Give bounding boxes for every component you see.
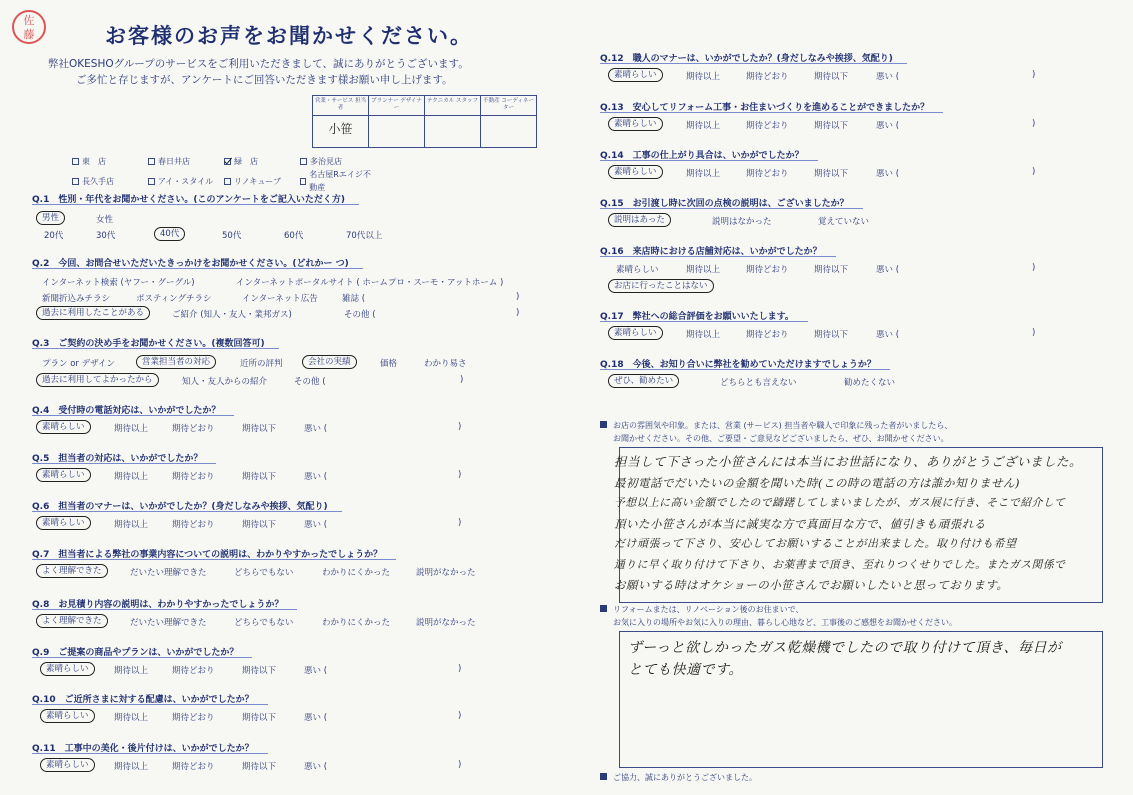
- question-18: [600, 357, 1120, 390]
- comment2-handwriting: [628, 637, 1098, 681]
- option[interactable]: 悪い (: [304, 472, 328, 482]
- paren-close: ): [1032, 70, 1036, 80]
- staff-header-realestate: 不動産 コーディネーター: [481, 96, 537, 116]
- option[interactable]: 悪い (: [876, 265, 900, 275]
- option[interactable]: 期待どおり: [746, 169, 789, 179]
- question-4: [32, 403, 562, 436]
- option[interactable]: 期待以下: [814, 72, 849, 82]
- prompt-line: お店の雰囲気や印象。または、営業 (サービス) 担当者や職人で印象に残った者がいましたら、: [613, 421, 953, 430]
- option[interactable]: プラン or デザイン: [42, 359, 116, 369]
- option[interactable]: だいたい理解できた: [130, 568, 207, 578]
- option[interactable]: 期待以上: [686, 330, 721, 340]
- question-title: Q.15 お引渡し時に次回の点検の説明は、ございましたか？: [600, 196, 863, 209]
- paren-close: ): [516, 308, 520, 318]
- option[interactable]: 期待以下: [242, 713, 277, 723]
- staff-value-realestate[interactable]: [481, 116, 537, 148]
- option-age[interactable]: 20代: [44, 231, 64, 241]
- option-selected[interactable]: 素晴らしい: [36, 516, 91, 530]
- question-9: [32, 645, 562, 678]
- handwriting-line: 担当して下さった小笹さんには本当にお世話になり、ありがとうございました。: [614, 454, 1083, 469]
- option-selected[interactable]: 会社の実績: [302, 355, 357, 369]
- name-seal-stamp: 佐 藤: [12, 10, 46, 44]
- checkbox[interactable]: [300, 178, 306, 185]
- option-selected[interactable]: 素晴らしい: [36, 468, 91, 482]
- question-title: Q.9 ご提案の商品やプランは、いかがでしたか？: [32, 645, 252, 658]
- question-title: Q.18 今後、お知り合いに弊社を勧めていただけますでしょうか？: [600, 357, 890, 370]
- handwriting-line: だけ頑張って下さり、安心してお願いすることが出来ました。取り付けも希望: [614, 537, 1017, 550]
- store-option[interactable]: [72, 155, 148, 168]
- paren-close: ): [460, 375, 464, 385]
- option-age[interactable]: 60代: [284, 231, 304, 241]
- paren-close: ): [1032, 263, 1036, 273]
- option-male[interactable]: 男性: [36, 211, 65, 225]
- option[interactable]: 説明がなかった: [416, 618, 476, 628]
- option[interactable]: 悪い (: [304, 424, 328, 434]
- question-title: Q.17 弊社への総合評価をお願いいたします。: [600, 309, 808, 322]
- paren-close: ): [458, 470, 462, 480]
- option[interactable]: 期待以上: [686, 121, 721, 131]
- closing-text: ご協力、誠にありがとうございました。: [613, 773, 757, 782]
- page-title: お客様のお声をお聞かせください。: [105, 24, 473, 48]
- store-option[interactable]: [224, 155, 300, 168]
- option-selected[interactable]: よく理解できた: [36, 564, 108, 578]
- option-age[interactable]: 70代以上: [346, 231, 383, 241]
- option-selected[interactable]: 素晴らしい: [608, 326, 663, 340]
- option-selected[interactable]: ぜひ、勧めたい: [608, 374, 679, 388]
- question-title: Q.8 お見積り内容の説明は、わかりやすかったでしょうか？: [32, 597, 297, 610]
- option-female[interactable]: 女性: [96, 215, 114, 225]
- handwriting-line: お願いする時はオケショーの小笹さんでお願いしたいと思っております。: [614, 578, 1009, 592]
- option[interactable]: 期待どおり: [172, 520, 215, 530]
- question-title: Q.3 ご契約の決め手をお聞かせください。(複数回答可): [32, 336, 279, 349]
- option-selected[interactable]: よく理解できた: [36, 614, 108, 628]
- option[interactable]: 悪い (: [876, 72, 900, 82]
- option[interactable]: 期待以上: [114, 472, 149, 482]
- question-11: [32, 741, 562, 774]
- option[interactable]: ポスティングチラシ: [136, 294, 212, 304]
- option[interactable]: 期待どおり: [172, 666, 215, 676]
- store-label: 緑 店: [234, 157, 258, 166]
- staff-sales-name: 小笹: [328, 122, 353, 136]
- store-label: アイ・スタイル: [158, 176, 214, 186]
- intro-line-2: ご多忙と存じますが、アンケートにご回答いただきます様お願い申し上げます。: [76, 74, 453, 86]
- question-title: Q.2 今回、お問合せいただいたきっかけをお聞かせください。(どれかー つ): [32, 256, 363, 269]
- option[interactable]: 悪い (: [304, 762, 328, 772]
- option[interactable]: 説明がなかった: [416, 568, 476, 578]
- option-selected[interactable]: 素晴らしい: [40, 709, 95, 723]
- prompt-line: お聞かせください。その他、ご要望・ご意見などございましたら、ぜひ、お聞かせください。: [613, 434, 949, 443]
- store-label: 名古屋Rエイジ不動産: [309, 170, 371, 192]
- checkbox[interactable]: [148, 178, 155, 185]
- handwriting-line: ずーっと欲しかったガス乾燥機でしたので取り付けて頂き、毎日が: [628, 640, 1062, 656]
- option[interactable]: 期待以下: [242, 666, 277, 676]
- option[interactable]: 勧めたくない: [844, 378, 896, 388]
- question-title: Q.14 工事の仕上がり具合は、いかがでしたか？: [600, 148, 818, 161]
- bullet-square-icon: [600, 421, 607, 428]
- option-selected[interactable]: 過去に利用してよかったから: [36, 373, 159, 387]
- handwriting-line: 予想以上に高い金額でしたので躊躇してしまいましたが、ガス展に行き、そこで紹介して: [614, 496, 1066, 509]
- paren-close: ): [458, 664, 462, 674]
- store-option[interactable]: [224, 168, 300, 194]
- question-6: [32, 499, 562, 532]
- store-label: 多治見店: [310, 157, 342, 166]
- option-selected[interactable]: 過去に利用したことがある: [36, 306, 150, 320]
- option[interactable]: 知人・友人からの紹介: [182, 377, 268, 387]
- option[interactable]: 期待以下: [242, 762, 277, 772]
- option[interactable]: その他 (: [294, 377, 326, 387]
- option[interactable]: 期待どおり: [746, 72, 789, 82]
- option[interactable]: 期待どおり: [746, 330, 789, 340]
- paren-close: ): [1032, 167, 1036, 177]
- option-selected[interactable]: 素晴らしい: [608, 117, 663, 131]
- option[interactable]: 期待以下: [814, 330, 849, 340]
- option[interactable]: 期待以下: [242, 424, 277, 434]
- paren-close: ): [1032, 119, 1036, 129]
- staff-header-sales: 営業・サービス 担当者: [313, 96, 369, 116]
- option[interactable]: 期待どおり: [172, 713, 215, 723]
- option[interactable]: わかりにくかった: [322, 568, 391, 578]
- option[interactable]: 悪い (: [304, 666, 328, 676]
- question-title: Q.10 ご近所さまに対する配慮は、いかがでしたか？: [32, 692, 268, 705]
- option[interactable]: その他 (: [344, 310, 376, 320]
- staff-value-technical[interactable]: [425, 116, 481, 148]
- question-title: Q.12 職人のマナーは、いかがでしたか？(身だしなみや挨拶、気配り): [600, 51, 907, 64]
- bullet-square-icon: [600, 605, 607, 612]
- staff-value-planner[interactable]: [369, 116, 425, 148]
- option[interactable]: 期待どおり: [746, 121, 789, 131]
- option[interactable]: インターネットポータルサイト ( ホームプロ・スーモ・アットホーム ): [236, 278, 504, 288]
- question-10: [32, 692, 562, 725]
- option[interactable]: 期待以上: [114, 713, 149, 723]
- option-age-selected[interactable]: 40代: [154, 227, 185, 241]
- question-2: [32, 256, 562, 322]
- question-14: [600, 148, 1120, 181]
- option[interactable]: 期待どおり: [746, 265, 789, 275]
- question-title: Q.5 担当者の対応は、いかがでしたか？: [32, 451, 216, 464]
- question-13: [600, 100, 1120, 133]
- option[interactable]: 期待以下: [814, 265, 849, 275]
- paren-close: ): [458, 760, 462, 770]
- option[interactable]: 期待どおり: [172, 424, 215, 434]
- option[interactable]: インターネット検索 (ヤフー・グーグル): [42, 278, 195, 288]
- paren-close: ): [458, 422, 462, 432]
- store-option[interactable]: [148, 168, 224, 194]
- option[interactable]: 期待どおり: [172, 472, 215, 482]
- question-5: [32, 451, 562, 484]
- option-selected[interactable]: 素晴らしい: [36, 420, 91, 434]
- option-selected[interactable]: お店に行ったことはない: [608, 279, 714, 293]
- store-option[interactable]: [300, 168, 376, 194]
- option[interactable]: 期待以上: [114, 762, 149, 772]
- option[interactable]: 期待以下: [242, 472, 277, 482]
- option[interactable]: 期待以下: [814, 121, 849, 131]
- comment1-handwriting: [614, 452, 1124, 596]
- question-7: [32, 547, 562, 580]
- question-title: Q.13 安心してリフォーム工事・お住まいづくりを進めることができましたか？: [600, 100, 943, 113]
- option[interactable]: 悪い (: [304, 713, 328, 723]
- store-checklist: [72, 155, 376, 194]
- store-option[interactable]: [72, 168, 148, 194]
- store-label: 長久手店: [82, 176, 114, 186]
- store-label: リノキューブ: [234, 176, 281, 186]
- option[interactable]: 期待以下: [242, 520, 277, 530]
- option-selected[interactable]: 素晴らしい: [40, 662, 95, 676]
- option[interactable]: どちらとも言えない: [720, 378, 797, 388]
- option[interactable]: 期待以上: [114, 424, 149, 434]
- option[interactable]: 期待以上: [686, 169, 721, 179]
- comment1-prompt: [600, 419, 952, 445]
- option[interactable]: わかりにくかった: [322, 618, 391, 628]
- question-title: Q.7 担当者による弊社の事業内容についての説明は、わかりやすかったでしょうか？: [32, 547, 396, 560]
- option[interactable]: わかり易さ: [424, 359, 467, 369]
- question-12: [600, 51, 1120, 84]
- option[interactable]: どちらでもない: [234, 618, 294, 628]
- checkbox[interactable]: [72, 178, 79, 185]
- staff-header-technical: テクニカル スタッフ: [425, 96, 481, 116]
- prompt-line: リフォームまたは、リノベーション後のお住まいで、: [613, 605, 804, 614]
- paren-close: ): [458, 711, 462, 721]
- checkbox-checked[interactable]: [224, 158, 231, 165]
- intro-line-1: 弊社OKESHOグループのサービスをご利用いただきまして、誠にありがとうございます。: [48, 58, 469, 70]
- store-label: 春日井店: [158, 157, 190, 166]
- option-selected[interactable]: 素晴らしい: [608, 165, 663, 179]
- option[interactable]: 悪い (: [304, 520, 328, 530]
- option-age[interactable]: 50代: [222, 231, 242, 241]
- option[interactable]: 期待以上: [114, 666, 149, 676]
- question-title: Q.1 性別・年代をお聞かせください。(このアンケートをご記入いただく方): [32, 192, 359, 205]
- option[interactable]: 悪い (: [876, 121, 900, 131]
- option[interactable]: 価格: [380, 359, 398, 369]
- paren-close: ): [1032, 328, 1036, 338]
- option[interactable]: どちらでもない: [234, 568, 294, 578]
- option[interactable]: インターネット広告: [242, 294, 318, 304]
- option[interactable]: 悪い (: [876, 330, 900, 340]
- question-8: [32, 597, 562, 630]
- option[interactable]: 期待以下: [814, 169, 849, 179]
- option[interactable]: 説明はなかった: [712, 217, 772, 227]
- question-15: [600, 196, 1120, 229]
- question-title: Q.4 受付時の電話対応は、いかがでしたか？: [32, 403, 234, 416]
- option[interactable]: 雑誌 (: [342, 294, 366, 304]
- option[interactable]: だいたい理解できた: [130, 618, 207, 628]
- handwriting-line: 通りに早く取り付けて下さり、お薬書まで頂き、至れりつくせりでした。またガス関係で: [614, 557, 1066, 571]
- staff-header-planner: プランナー デザイナー: [369, 96, 425, 116]
- intro-text: [48, 56, 469, 88]
- option[interactable]: 素晴らしい: [616, 265, 659, 275]
- question-title: Q.16 来店時における店舗対応は、いかがでしたか？: [600, 244, 836, 257]
- option-age[interactable]: 30代: [96, 231, 116, 241]
- prompt-line: お気に入りの場所やお気に入りの理由、暮らし心地など、工事後のご感想をお聞かせください。: [613, 618, 957, 627]
- option-selected[interactable]: 営業担当者の対応: [136, 355, 216, 369]
- question-3: [32, 336, 562, 389]
- handwriting-line: とても快適です。: [628, 662, 743, 678]
- option-selected[interactable]: 説明はあった: [608, 213, 671, 227]
- option[interactable]: 期待以上: [686, 72, 721, 82]
- store-option[interactable]: [300, 155, 376, 168]
- staff-table: [312, 95, 537, 148]
- option[interactable]: 近所の評判: [240, 359, 283, 369]
- paren-close: ): [458, 518, 462, 528]
- option[interactable]: 期待どおり: [172, 762, 215, 772]
- checkbox[interactable]: [72, 158, 79, 165]
- option-selected[interactable]: 素晴らしい: [608, 68, 663, 82]
- checkbox[interactable]: [148, 158, 155, 165]
- option[interactable]: 悪い (: [876, 169, 900, 179]
- option[interactable]: 新聞折込みチラシ: [42, 294, 111, 304]
- comment2-prompt: [600, 603, 957, 629]
- checkbox[interactable]: [224, 178, 231, 185]
- question-title: Q.6 担当者のマナーは、いかがでしたか？(身だしなみや挨拶、気配り): [32, 499, 342, 512]
- option[interactable]: ご紹介 (知人・友人・業邦ガス): [172, 310, 292, 320]
- paren-close: ): [516, 292, 520, 302]
- store-option[interactable]: [148, 155, 224, 168]
- closing-note: [600, 771, 757, 784]
- option[interactable]: 期待以上: [686, 265, 721, 275]
- staff-value-sales[interactable]: [313, 116, 369, 148]
- handwriting-line: 頂いた小笹さんが本当に誠実な方で真面目な方で、値引きも頑張れる: [614, 516, 986, 531]
- checkbox[interactable]: [300, 158, 307, 165]
- question-16: [600, 244, 1120, 295]
- question-1: [32, 192, 552, 243]
- question-title: Q.11 工事中の美化・後片付けは、いかがでしたか？: [32, 741, 268, 754]
- store-label: 東 店: [82, 157, 106, 166]
- bullet-square-icon: [600, 773, 607, 780]
- question-17: [600, 309, 1120, 342]
- handwriting-line: 最初電話でだいたいの金額を聞いた時(この時の電話の方は誰か知りません): [614, 475, 1020, 490]
- option-selected[interactable]: 素晴らしい: [40, 758, 95, 772]
- option[interactable]: 期待以上: [114, 520, 149, 530]
- option[interactable]: 覚えていない: [818, 217, 870, 227]
